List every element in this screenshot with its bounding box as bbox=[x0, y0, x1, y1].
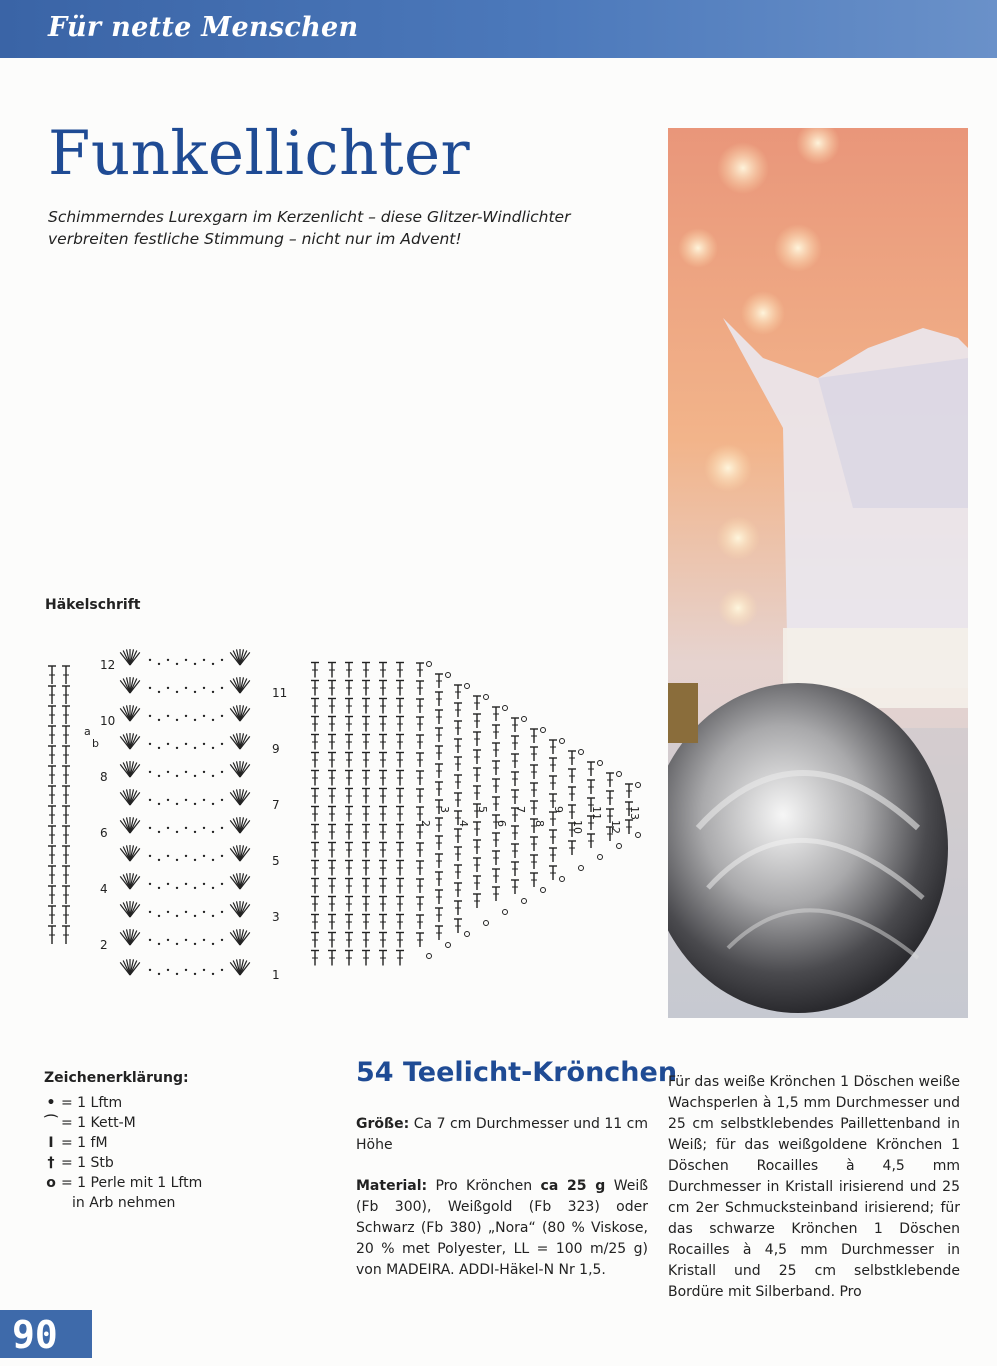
bead-mark bbox=[598, 761, 603, 766]
instructions-column-1 bbox=[356, 1114, 648, 1301]
bead-mark bbox=[541, 888, 546, 893]
project-title: 54 Teelicht-Krönchen bbox=[356, 1057, 678, 1088]
chain-stitch-mark bbox=[203, 883, 205, 885]
row-number-label: 10 bbox=[100, 714, 116, 728]
chain-stitch-mark bbox=[167, 659, 169, 661]
bead-mark bbox=[636, 783, 641, 788]
chain-stitch-mark bbox=[158, 831, 160, 833]
chain-stitch-mark bbox=[221, 855, 223, 857]
bead-mark bbox=[465, 932, 470, 937]
chain-stitch-mark bbox=[158, 747, 160, 749]
chain-stitch-mark bbox=[176, 915, 178, 917]
chain-stitch-mark bbox=[221, 911, 223, 913]
page-number-box bbox=[0, 1310, 92, 1358]
chain-stitch-mark bbox=[167, 687, 169, 689]
chain-stitch-mark bbox=[149, 743, 151, 745]
chain-stitch-mark bbox=[212, 691, 214, 693]
center-mark-label: b bbox=[92, 737, 99, 750]
chain-stitch-mark bbox=[221, 939, 223, 941]
bead-mark bbox=[617, 844, 622, 849]
row-number-label: 3 bbox=[272, 910, 280, 924]
center-mark-label: a bbox=[84, 725, 91, 738]
chain-stitch-mark bbox=[203, 799, 205, 801]
point-number-label: 5 bbox=[476, 806, 489, 813]
chain-stitch-mark bbox=[176, 943, 178, 945]
chain-stitch-mark bbox=[194, 943, 196, 945]
point-number-label: 13 bbox=[628, 806, 641, 820]
chain-stitch-mark bbox=[176, 803, 178, 805]
chain-stitch-mark bbox=[149, 911, 151, 913]
chain-stitch-mark bbox=[203, 687, 205, 689]
point-number-label: 6 bbox=[495, 820, 508, 827]
chain-stitch-mark bbox=[194, 719, 196, 721]
chain-stitch-mark bbox=[185, 743, 187, 745]
slip-stitch-icon: ⌒ bbox=[44, 1115, 58, 1131]
chain-stitch-mark bbox=[176, 887, 178, 889]
section-title: Für nette Menschen bbox=[48, 12, 359, 43]
chain-stitch-mark bbox=[167, 939, 169, 941]
chain-stitch-mark bbox=[176, 831, 178, 833]
chain-stitch-mark bbox=[221, 687, 223, 689]
chain-stitch-mark bbox=[212, 747, 214, 749]
chain-stitch-mark bbox=[158, 973, 160, 975]
chain-stitch-mark bbox=[203, 743, 205, 745]
chain-stitch-mark bbox=[185, 659, 187, 661]
chain-stitch-mark bbox=[149, 883, 151, 885]
chain-stitch-mark bbox=[212, 943, 214, 945]
chain-stitch-mark bbox=[203, 715, 205, 717]
legend-title: Zeichenerklärung: bbox=[44, 1070, 189, 1086]
chain-stitch-mark bbox=[185, 883, 187, 885]
chain-stitch-mark bbox=[212, 859, 214, 861]
bead-mark bbox=[427, 954, 432, 959]
chain-stitch-mark bbox=[212, 973, 214, 975]
point-number-label: 11 bbox=[590, 806, 603, 820]
bead-mark bbox=[636, 833, 641, 838]
bead-mark bbox=[484, 695, 489, 700]
chain-stitch-mark bbox=[167, 827, 169, 829]
bead-mark bbox=[427, 662, 432, 667]
chain-stitch-mark bbox=[176, 719, 178, 721]
chain-stitch-icon: • bbox=[46, 1095, 56, 1111]
chain-stitch-mark bbox=[176, 747, 178, 749]
chain-stitch-mark bbox=[185, 911, 187, 913]
bead-mark bbox=[617, 772, 622, 777]
bead-mark bbox=[579, 866, 584, 871]
chain-stitch-mark bbox=[176, 859, 178, 861]
chain-stitch-mark bbox=[176, 691, 178, 693]
chain-stitch-mark bbox=[158, 887, 160, 889]
chain-stitch-mark bbox=[158, 943, 160, 945]
chain-stitch-mark bbox=[158, 663, 160, 665]
chain-stitch-mark bbox=[176, 663, 178, 665]
chain-stitch-mark bbox=[158, 719, 160, 721]
chain-stitch-mark bbox=[167, 969, 169, 971]
bead-mark bbox=[522, 899, 527, 904]
bead-mark bbox=[446, 673, 451, 678]
chain-stitch-mark bbox=[194, 747, 196, 749]
bead-mark bbox=[560, 739, 565, 744]
chain-stitch-mark bbox=[167, 799, 169, 801]
chain-stitch-mark bbox=[194, 915, 196, 917]
row-number-label: 2 bbox=[100, 938, 108, 952]
chain-stitch-mark bbox=[194, 859, 196, 861]
row-number-label: 4 bbox=[100, 882, 108, 896]
row-number-label: 1 bbox=[272, 968, 280, 982]
row-number-label: 8 bbox=[100, 770, 108, 784]
chain-stitch-mark bbox=[221, 743, 223, 745]
chain-stitch-mark bbox=[221, 827, 223, 829]
article-subtitle: Schimmerndes Lurexgarn im Kerzenlicht – diese Glitzer-Windlichter verbreiten festliche Stimmung – nicht nur im Advent! bbox=[48, 208, 571, 248]
chain-stitch-mark bbox=[212, 887, 214, 889]
chart-label: Häkelschrift bbox=[45, 597, 141, 613]
chain-stitch-mark bbox=[221, 771, 223, 773]
chain-stitch-mark bbox=[203, 827, 205, 829]
chain-stitch-mark bbox=[176, 775, 178, 777]
chain-stitch-mark bbox=[194, 775, 196, 777]
chain-stitch-mark bbox=[212, 775, 214, 777]
point-number-label: 12 bbox=[609, 820, 622, 834]
chain-stitch-mark bbox=[158, 803, 160, 805]
legend bbox=[44, 1093, 202, 1213]
chain-stitch-mark bbox=[158, 859, 160, 861]
chain-stitch-mark bbox=[185, 969, 187, 971]
bead-mark bbox=[503, 910, 508, 915]
crochet-diagram bbox=[40, 625, 650, 1019]
instructions-column-2: Für das weiße Krönchen 1 Döschen weiße Wachsperlen à 1,5 mm Durchmesser und 25 cm selbstklebendes Paillettenband in Weiß; für das weißgoldene Krönchen 1 Döschen Rocailles à 4,5 mm Durchmesser in Kristall irisierend und 25 cm 2er Schmucksteinband irisierend; für das schwarze Krönchen 1 Döschen Rocailles à 4,5 mm Durchmesser in Kristall und 25 cm selbstklebende Bordüre mit Silberband. Pro bbox=[668, 1074, 960, 1300]
chain-stitch-mark bbox=[185, 827, 187, 829]
chain-stitch-mark bbox=[221, 715, 223, 717]
chain-stitch-mark bbox=[203, 659, 205, 661]
bead-icon: o bbox=[46, 1175, 56, 1191]
bead-mark bbox=[503, 706, 508, 711]
chain-stitch-mark bbox=[212, 719, 214, 721]
chain-stitch-mark bbox=[221, 883, 223, 885]
chain-stitch-mark bbox=[185, 715, 187, 717]
chain-stitch-mark bbox=[185, 771, 187, 773]
chain-stitch-mark bbox=[194, 831, 196, 833]
chain-stitch-mark bbox=[167, 883, 169, 885]
legend-item: I = 1 fM bbox=[44, 1133, 202, 1153]
point-number-label: 8 bbox=[533, 820, 546, 827]
chain-stitch-mark bbox=[203, 771, 205, 773]
point-number-label: 3 bbox=[438, 806, 451, 813]
chain-stitch-mark bbox=[212, 831, 214, 833]
chain-stitch-mark bbox=[203, 939, 205, 941]
chain-stitch-mark bbox=[221, 799, 223, 801]
double-crochet-icon: † bbox=[47, 1155, 55, 1171]
chain-stitch-mark bbox=[158, 775, 160, 777]
chain-stitch-mark bbox=[149, 939, 151, 941]
chain-stitch-mark bbox=[194, 691, 196, 693]
chain-stitch-mark bbox=[221, 659, 223, 661]
chain-stitch-mark bbox=[194, 803, 196, 805]
legend-item: o = 1 Perle mit 1 Lftm bbox=[44, 1173, 202, 1193]
chain-stitch-mark bbox=[167, 911, 169, 913]
point-number-label: 4 bbox=[457, 820, 470, 827]
chain-stitch-mark bbox=[185, 799, 187, 801]
chain-stitch-mark bbox=[194, 973, 196, 975]
row-number-label: 7 bbox=[272, 798, 280, 812]
point-number-label: 10 bbox=[571, 820, 584, 834]
chain-stitch-mark bbox=[212, 663, 214, 665]
article-title: Funkellichter bbox=[48, 118, 471, 189]
chain-stitch-mark bbox=[203, 911, 205, 913]
chain-stitch-mark bbox=[149, 659, 151, 661]
chain-stitch-mark bbox=[167, 771, 169, 773]
chain-stitch-mark bbox=[176, 973, 178, 975]
legend-item: in Arb nehmen bbox=[72, 1195, 176, 1211]
legend-item: † = 1 Stb bbox=[44, 1153, 202, 1173]
bead-mark bbox=[484, 921, 489, 926]
chain-stitch-mark bbox=[149, 827, 151, 829]
chain-stitch-mark bbox=[149, 771, 151, 773]
point-number-label: 7 bbox=[514, 806, 527, 813]
legend-item: • = 1 Lftm bbox=[44, 1093, 202, 1113]
product-photo bbox=[668, 128, 968, 1018]
chain-stitch-mark bbox=[185, 855, 187, 857]
chain-stitch-mark bbox=[158, 691, 160, 693]
row-number-label: 6 bbox=[100, 826, 108, 840]
chain-stitch-mark bbox=[194, 887, 196, 889]
chain-stitch-mark bbox=[185, 939, 187, 941]
point-number-label: 9 bbox=[552, 806, 565, 813]
bead-mark bbox=[579, 750, 584, 755]
chain-stitch-mark bbox=[149, 855, 151, 857]
point-number-label: 2 bbox=[419, 820, 432, 827]
bead-mark bbox=[541, 728, 546, 733]
bead-mark bbox=[598, 855, 603, 860]
row-number-label: 12 bbox=[100, 658, 116, 672]
chain-stitch-mark bbox=[194, 663, 196, 665]
chain-stitch-mark bbox=[203, 969, 205, 971]
legend-item: ⌒ = 1 Kett-M bbox=[44, 1115, 136, 1131]
bead-mark bbox=[560, 877, 565, 882]
chain-stitch-mark bbox=[167, 855, 169, 857]
chain-stitch-mark bbox=[221, 969, 223, 971]
chain-stitch-mark bbox=[149, 969, 151, 971]
single-crochet-icon: I bbox=[48, 1135, 54, 1151]
chain-stitch-mark bbox=[212, 803, 214, 805]
row-number-label: 9 bbox=[272, 742, 280, 756]
chain-stitch-mark bbox=[167, 743, 169, 745]
bead-mark bbox=[465, 684, 470, 689]
chain-stitch-mark bbox=[212, 915, 214, 917]
material-paragraph: Material: Pro Krönchen ca 25 g Weiß (Fb 300), Weißgold (Fb 323) oder Schwarz (Fb 380) „Nora“ (80 % Viskose, 20 % met Polyester, LL = 100 m/25 g) von MADEIRA. ADDI-Häkel-N Nr 1,5. bbox=[356, 1178, 649, 1278]
chain-stitch-mark bbox=[203, 855, 205, 857]
bead-mark bbox=[522, 717, 527, 722]
row-number-label: 5 bbox=[272, 854, 280, 868]
page-number: 90 bbox=[12, 1313, 58, 1357]
chain-stitch-mark bbox=[149, 687, 151, 689]
chain-stitch-mark bbox=[149, 715, 151, 717]
row-number-label: 11 bbox=[272, 686, 288, 700]
chain-stitch-mark bbox=[158, 915, 160, 917]
chain-stitch-mark bbox=[167, 715, 169, 717]
section-header-bar bbox=[0, 0, 997, 58]
bead-mark bbox=[446, 943, 451, 948]
size-paragraph: Größe: Ca 7 cm Durchmesser und 11 cm Höhe bbox=[356, 1116, 648, 1153]
chain-stitch-mark bbox=[149, 799, 151, 801]
chain-stitch-mark bbox=[185, 687, 187, 689]
